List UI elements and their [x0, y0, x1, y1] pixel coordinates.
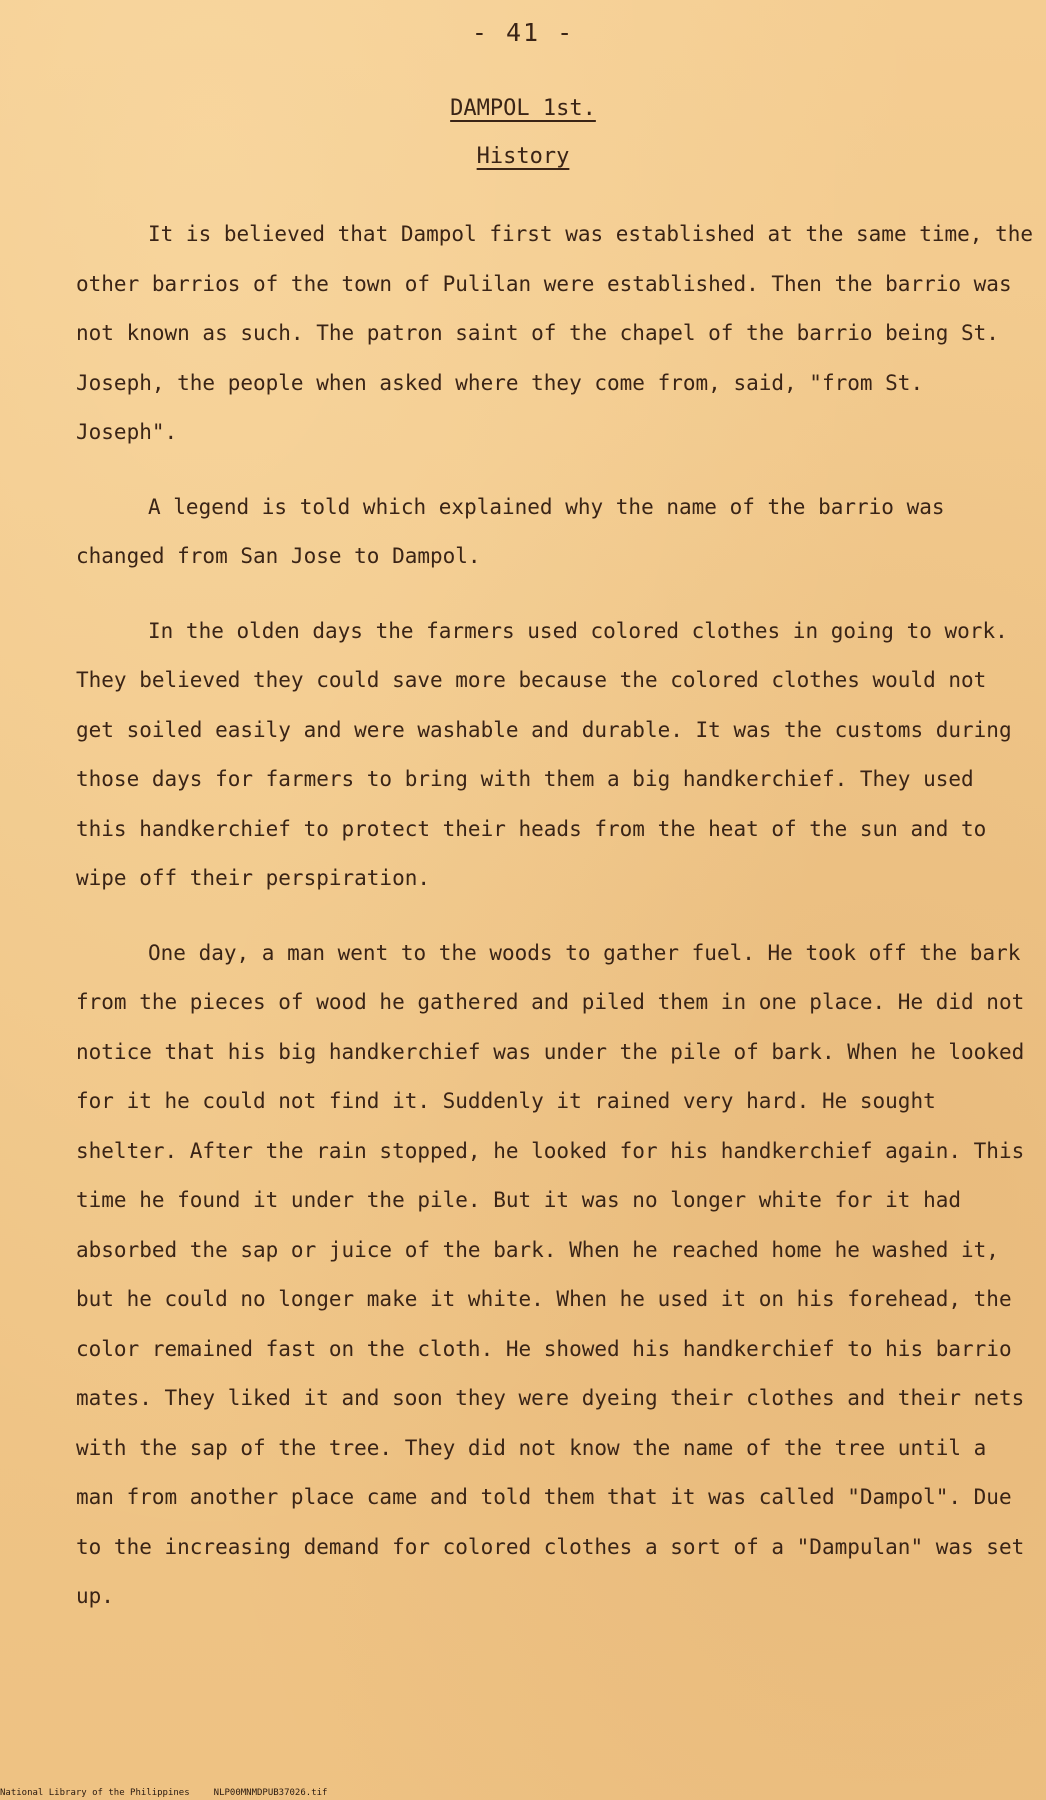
page-number: - 41 - — [471, 18, 575, 47]
paragraph-4: One day, a man went to the woods to gather fuel. He took off the bark from the pieces of wood he gathered and piled them in one place. He did not notice that his big handkerchief was under the pile of bark. When he looked for it he could not find it. Suddenly it rained very hard. He sought shelter. After the rain stopped, he looked for his handkerchief again. This time he found it under the pile. But it was no longer white for it had absorbed the sap or juice of the bark. When he reached home he washed it, but he could no longer make it white. When he used it on his forehead, the color remained fast on the cloth. He showed his handkerchief to his barrio mates. They liked it and soon they were dyeing their clothes and their nets with the sap of the tree. They did not know the name of the tree until a man from another place came and told them that it was called "Dampol". Due to the increasing demand for colored clothes a sort of a "Dampulan" was set up. — [76, 940, 1025, 1608]
footer-institution: National Library of the Philippines — [0, 1788, 190, 1798]
paragraph-1: It is believed that Dampol first was established at the same time, the other barrios of the town of Pulilan were established. Then the barrio was not known as such. The patron saint of the chapel of the barrio being St. Joseph, the people when asked where they come from, said, "from St. Joseph". — [76, 222, 1034, 444]
section-heading-text: History — [476, 144, 570, 169]
document-title-text: DAMPOL 1st. — [450, 96, 596, 121]
scan-footer — [0, 1788, 1046, 1798]
paragraph-3: In the olden days the farmers used colored clothes in going to work. They believed they could save more because the colored clothes would not get soiled easily and were washable and durable. It was the customs during those days for farmers to bring with them a big handkerchief. They used this handkerchief to protect their heads from the heat of the sun and to wipe off their perspiration. — [76, 618, 1012, 890]
paragraph-2: A legend is told which explained why the name of the barrio was changed from San Jose to Dampol. — [76, 494, 945, 568]
section-heading — [0, 144, 1046, 169]
footer-file-id: NLP00MNMDPUB37026.tif — [213, 1788, 328, 1798]
document-title — [0, 96, 1046, 121]
body-text — [76, 210, 1036, 1622]
